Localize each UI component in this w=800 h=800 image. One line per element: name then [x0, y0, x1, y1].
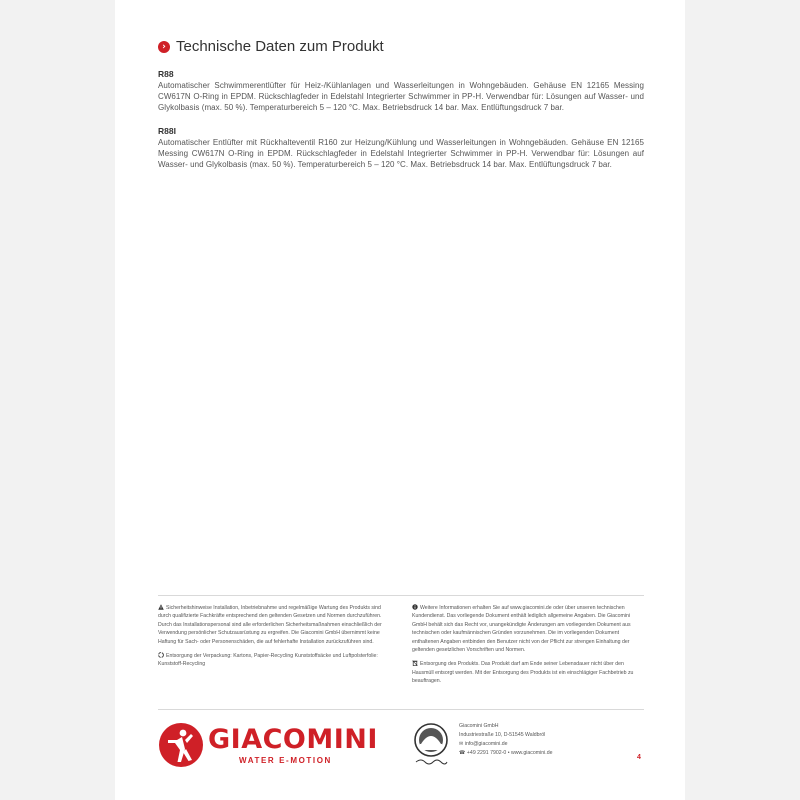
section-title: R88I: [158, 126, 176, 136]
company-email[interactable]: ✉ info@giacomini.de: [459, 741, 508, 747]
logo-tagline: WATER E-MOTION: [239, 756, 332, 765]
document-page: [115, 0, 685, 800]
giacomini-logo: [158, 722, 378, 772]
company-phone[interactable]: ☎ +49 2291 7902-0 • www.giacomini.de: [459, 750, 553, 756]
logo-wordmark: GIACOMINI: [208, 724, 378, 755]
footer-divider: [158, 595, 644, 596]
phone-icon: ☎: [459, 750, 467, 756]
icim-certification-icon: [411, 722, 451, 766]
disposal-note: Entsorgung des Produkts. Das Produkt darf am Ende seiner Lebensdauer nicht über den Hausmüll entsorgt werden. Mit der Entsorgung des Produkts ist ein einschlägiger Fachbetrieb zu beauftragen.: [412, 661, 634, 685]
footer-notes: [158, 604, 644, 692]
company-info: [459, 722, 553, 758]
company-address: Industriestraße 10, D-51545 Waldbröl: [459, 732, 546, 738]
company-name: Giacomini GmbH: [459, 723, 499, 729]
mail-icon: ✉: [459, 741, 465, 747]
section-text: Automatischer Schwimmerentlüfter für Heiz-/Kühlanlagen und Wasserleitungen in Wohngebäuden. Gehäuse EN 12165 Messing CW617N O-Ring in EPDM. Rückschlagfeder in Edelstahl Integrierter Schwimmer in PP-H. Verwendbar für: Lösungen auf Wasser- und Glykolbasis (max. 50 %). Temperaturbereich 5 – 120 °C. Max. Betriebsdruck 14 bar. Max. Entlüftungsdruck 7 bar.: [158, 81, 644, 112]
footer-divider: [158, 709, 644, 710]
notes-right: [412, 604, 644, 692]
recycle-icon: [158, 652, 164, 658]
page-number: 4: [637, 754, 641, 761]
warning-icon: [158, 604, 164, 610]
section-r88i: [158, 126, 644, 170]
info-icon: [412, 604, 418, 610]
safety-note: Sicherheitshinweise Installation, Inbetriebnahme und regelmäßige Wartung des Produkts sind durch qualifizierte Fachkräfte entsprechend den geltenden Gesetzen und Normen durchzuführen. Durch das Installationspersonal sind alle erforderlichen Sicherheitsmaßnahmen einschließlich der Verwendung persönlicher Schutzausrüstung zu ergreifen. Die Giacomini GmbH übernimmt keine Haftung für Sach- oder Personenschäden, die auf fehlerhafte Installation zurückzuführen sind.: [158, 605, 382, 645]
logo-mark-icon: [158, 722, 204, 768]
info-note: Weitere Informationen erhalten Sie auf www.giacomini.de oder über unseren technischen Kundendienst. Das vorliegende Dokument enthält lediglich allgemeine Angaben. Die Giacomini GmbH behält sich das Recht vor, unangekündigte Änderungen am vorliegenden Dokument aus technischen oder kaufmännischen Gründen vorzunehmen. Die im vorliegenden Dokument enthaltenen Angaben entbinden den Benutzer nicht von der Pflicht zur strengen Einhaltung der geltenden gesetzlichen Vorschriften und Normen.: [412, 605, 631, 654]
page-title: Technische Daten zum Produkt: [176, 38, 384, 55]
bin-icon: [412, 660, 418, 666]
section-r88: [158, 69, 644, 113]
content-area: [158, 38, 644, 170]
packaging-note: Entsorgung der Verpackung: Kartons, Papier-Recycling Kunststoffsäcke und Luftpolsterfolie: Kunststoff-Recycling: [158, 653, 378, 668]
chevron-right-icon: ›: [158, 41, 170, 53]
section-text: Automatischer Entlüfter mit Rückhalteventil R160 zur Heizung/Kühlung und Wasserleitungen in Wohngebäuden. Gehäuse EN 12165 Messing CW617N O-Ring in EPDM. Rückschlagfeder in Edelstahl Integrierter Schwimmer in PP-H. Verwendbar für: Lösungen auf Wasser- und Glykolbasis (max. 50 %). Temperaturbereich 5 – 120 °C. Max. Betriebsdruck 14 bar. Max. Entlüftungsdruck 7 bar.: [158, 138, 644, 169]
section-title: R88: [158, 69, 174, 79]
heading-row: [158, 38, 644, 55]
notes-left: [158, 604, 390, 692]
